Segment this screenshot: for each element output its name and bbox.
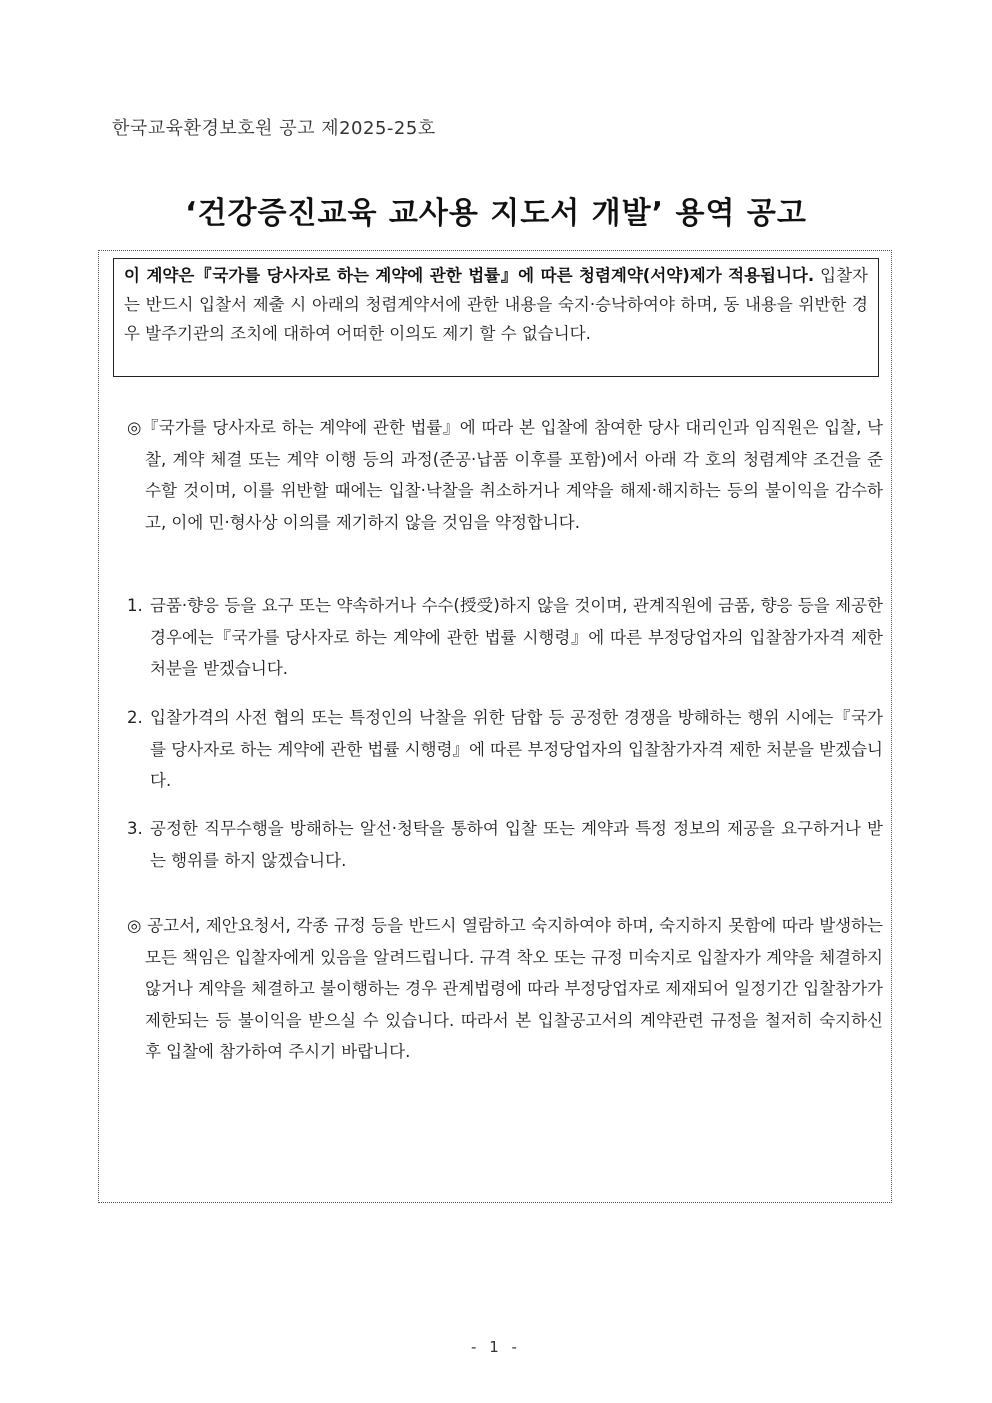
item-number: 2. [127, 708, 143, 727]
integrity-contract-warning-box [113, 258, 879, 377]
double-circle-mark: ◎ [127, 916, 142, 935]
list-item [127, 813, 883, 876]
list-item [127, 590, 883, 685]
item-text: 입찰가격의 사전 협의 또는 특정인의 낙찰을 위한 담합 등 공정한 경쟁을 방해하는 행위 시에는『국가를 당사자로 하는 계약에 관한 법률 시행령』에 따른 부정당업자의 입찰참가자격 제한 처분을 받겠습니다. [150, 708, 883, 790]
page-number: - 1 - [471, 1338, 521, 1356]
warning-bold-text: 이 계약은『국가를 당사자로 하는 계약에 관한 법률』에 따른 청렴계약(서약)제가 적용됩니다. [124, 266, 815, 285]
notice-text: 공고서, 제안요청서, 각종 규정 등을 반드시 열람하고 숙지하여야 하며, 숙지하지 못함에 따라 발생하는 모든 책임은 입찰자에게 있음을 알려드립니다. 규격 착오 또는 규정 미숙지로 입찰자가 계약을 체결하지 않거나 계약을 체결하고 불이행하는 경우 관계법령에 따라 부정당업자로 제재되어 일정기간 입찰참가가 제한되는 등 불이익을 받으실 수 있습니다. 따라서 본 입찰공고서의 계약관련 규정을 철저히 숙지하신 후 입찰에 참가하여 주시기 바랍니다. [141, 916, 883, 1061]
double-circle-mark: ◎ [127, 418, 142, 437]
item-number: 3. [127, 819, 143, 838]
warning-text: 입찰자는 반드시 입찰서 제출 시 아래의 청렴계약서에 관한 내용을 숙지·승낙하여야 하며, 동 내용을 위반한 경우 발주기관의 조치에 대하여 어떠한 이의도 제기 할 수 없습니다. [124, 266, 868, 343]
list-item [127, 702, 883, 797]
pledge-text: 『국가를 당사자로 하는 계약에 관한 법률』에 따라 본 입찰에 참여한 당사 대리인과 임직원은 입찰, 낙찰, 계약 체결 또는 계약 이행 등의 과정(준공·납품 이후를 포함)에서 아래 각 호의 청렴계약 조건을 준수할 것이며, 이를 위반할 때에는 입찰·낙찰을 취소하거나 계약을 해제·해지하는 등의 불이익을 감수하고, 이에 민·형사상 이의를 제기하지 않을 것임을 약정합니다. [141, 418, 883, 532]
item-text: 금품·향응 등을 요구 또는 약속하거나 수수(授受)하지 않을 것이며, 관계직원에 금품, 향응 등을 제공한 경우에는『국가를 당사자로 하는 계약에 관한 법률 시행령』에 따른 부정당업자의 입찰참가자격 제한 처분을 받겠습니다. [150, 596, 883, 678]
pledge-paragraph [127, 412, 883, 538]
notice-number: 한국교육환경보호원 공고 제2025-25호 [112, 118, 436, 139]
item-text: 공정한 직무수행을 방해하는 알선·청탁을 통하여 입찰 또는 계약과 특정 정보의 제공을 요구하거나 받는 행위를 하지 않겠습니다. [150, 819, 883, 870]
page-title: ‘건강증진교육 교사용 지도서 개발’ 용역 공고 [185, 196, 807, 231]
item-number: 1. [127, 596, 143, 615]
notice-paragraph [127, 910, 883, 1068]
